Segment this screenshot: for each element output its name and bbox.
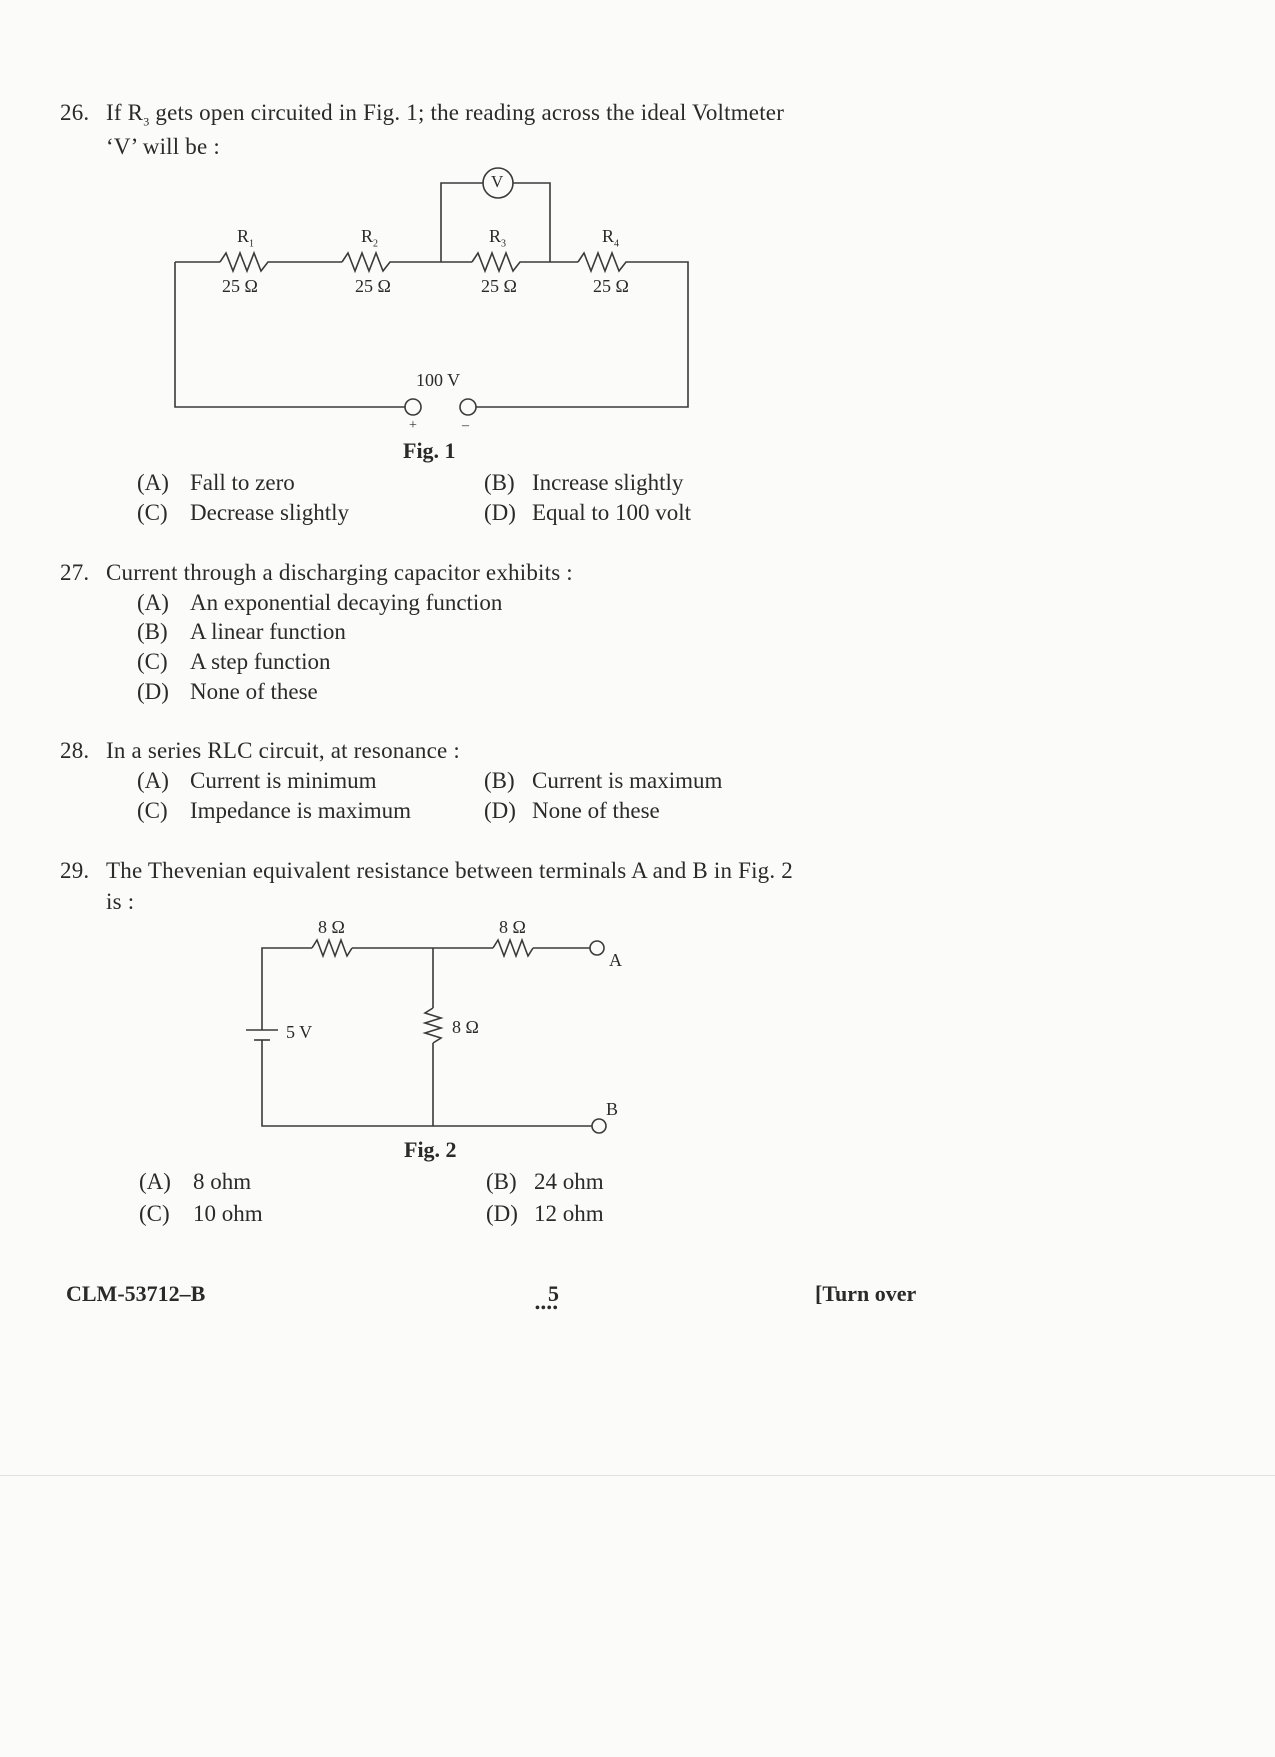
page-number-dots: •••• <box>535 1301 559 1316</box>
option-letter: (B) <box>137 619 168 644</box>
paper-code: CLM-53712–B <box>66 1281 206 1306</box>
fig2-resistor-top-left <box>312 940 352 956</box>
fig2-terminal-a-label: A <box>609 950 622 970</box>
option-letter: (D) <box>484 500 516 525</box>
turn-over-label: [Turn over <box>815 1281 917 1306</box>
scan-edge-line <box>0 1475 1275 1476</box>
question-27-text: Current through a discharging capacitor exhibits : <box>106 560 573 585</box>
fig1-plus-sign: + <box>409 418 417 433</box>
question-28-number: 28. <box>60 738 90 763</box>
fig2-resistor-middle <box>425 1008 441 1043</box>
option-letter: (A) <box>137 590 169 615</box>
question-29-option-b <box>486 1169 604 1195</box>
option-text: A linear function <box>190 619 346 644</box>
fig1-source-voltage: 100 V <box>416 370 461 390</box>
question-28-text: In a series RLC circuit, at resonance : <box>106 738 460 763</box>
fig1-r1-letter: R <box>237 226 250 246</box>
option-text: Equal to 100 volt <box>532 500 692 525</box>
option-text: An exponential decaying function <box>190 590 503 615</box>
option-text: Increase slightly <box>532 470 684 495</box>
fig1-r4-letter: R <box>602 226 615 246</box>
fig1-r2-letter: R <box>361 226 374 246</box>
option-text: Current is minimum <box>190 768 377 793</box>
fig1-r3-letter: R <box>489 226 502 246</box>
question-29-number: 29. <box>60 858 90 883</box>
question-26-number: 26. <box>60 100 90 125</box>
option-letter: (C) <box>137 500 168 525</box>
option-letter: (C) <box>137 649 168 674</box>
fig2-terminal-b <box>592 1119 606 1133</box>
option-letter: (C) <box>137 798 168 823</box>
option-text: None of these <box>532 798 660 823</box>
question-26-text-line2: ‘V’ will be : <box>106 134 220 159</box>
fig2-r-middle-value: 8 Ω <box>452 1017 479 1037</box>
fig1-r4-value: 25 Ω <box>593 276 629 296</box>
fig1-r3-sub: 3 <box>501 238 507 250</box>
fig1-caption: Fig. 1 <box>403 438 456 463</box>
fig1-voltmeter-label: V <box>491 172 504 191</box>
fig2-r-top-right-value: 8 Ω <box>499 917 526 937</box>
fig1-r1-value: 25 Ω <box>222 276 258 296</box>
fig1-r4-sub: 4 <box>614 238 620 250</box>
fig1-r1-sub: 1 <box>249 238 255 250</box>
option-text: None of these <box>190 679 318 704</box>
option-text: 8 ohm <box>193 1169 252 1194</box>
option-letter: (D) <box>137 679 169 704</box>
question-26-text-r: If R <box>106 100 144 125</box>
page-number: 5 <box>548 1281 559 1306</box>
fig2-source-voltage: 5 V <box>286 1022 313 1042</box>
option-text: 10 ohm <box>193 1201 263 1226</box>
fig1-minus-sign: – <box>462 418 469 433</box>
fig2-wire-left-bottom <box>262 1040 592 1126</box>
option-text: Impedance is maximum <box>190 798 411 823</box>
option-letter: (C) <box>139 1201 170 1226</box>
option-letter: (D) <box>484 798 516 823</box>
fig2-terminal-a <box>590 941 604 955</box>
option-text: A step function <box>190 649 331 674</box>
fig2-caption: Fig. 2 <box>404 1137 457 1162</box>
question-26-text-rest: gets open circuited in Fig. 1; the reading across the ideal Voltmeter <box>149 100 785 125</box>
fig1-r2-value: 25 Ω <box>355 276 391 296</box>
option-letter: (D) <box>486 1201 518 1226</box>
option-letter: (A) <box>137 768 169 793</box>
fig2-r-top-left-value: 8 Ω <box>318 917 345 937</box>
option-text: Current is maximum <box>532 768 723 793</box>
option-letter: (B) <box>486 1169 517 1194</box>
fig2-wire-left-top <box>262 948 312 1030</box>
option-letter: (B) <box>484 470 515 495</box>
option-text: 24 ohm <box>534 1169 604 1194</box>
option-letter: (B) <box>484 768 515 793</box>
option-text: Decrease slightly <box>190 500 350 525</box>
option-letter: (A) <box>137 470 169 495</box>
fig1-r3-value: 25 Ω <box>481 276 517 296</box>
option-letter: (A) <box>139 1169 171 1194</box>
question-29-text-line2: is : <box>106 889 135 914</box>
question-26-text-subscript: 3 <box>143 114 150 129</box>
question-29-text-line1: The Thevenian equivalent resistance between terminals A and B in Fig. 2 <box>106 858 793 883</box>
question-27-number: 27. <box>60 560 90 585</box>
question-29-option-d <box>486 1201 604 1227</box>
fig2-terminal-b-label: B <box>606 1099 619 1119</box>
option-text: 12 ohm <box>534 1201 604 1226</box>
fig1-r2-sub: 2 <box>373 238 379 250</box>
question-29-option-a <box>139 1169 252 1195</box>
question-29-option-c <box>139 1201 263 1227</box>
fig2-resistor-top-right <box>493 940 533 956</box>
option-text: Fall to zero <box>190 470 295 495</box>
